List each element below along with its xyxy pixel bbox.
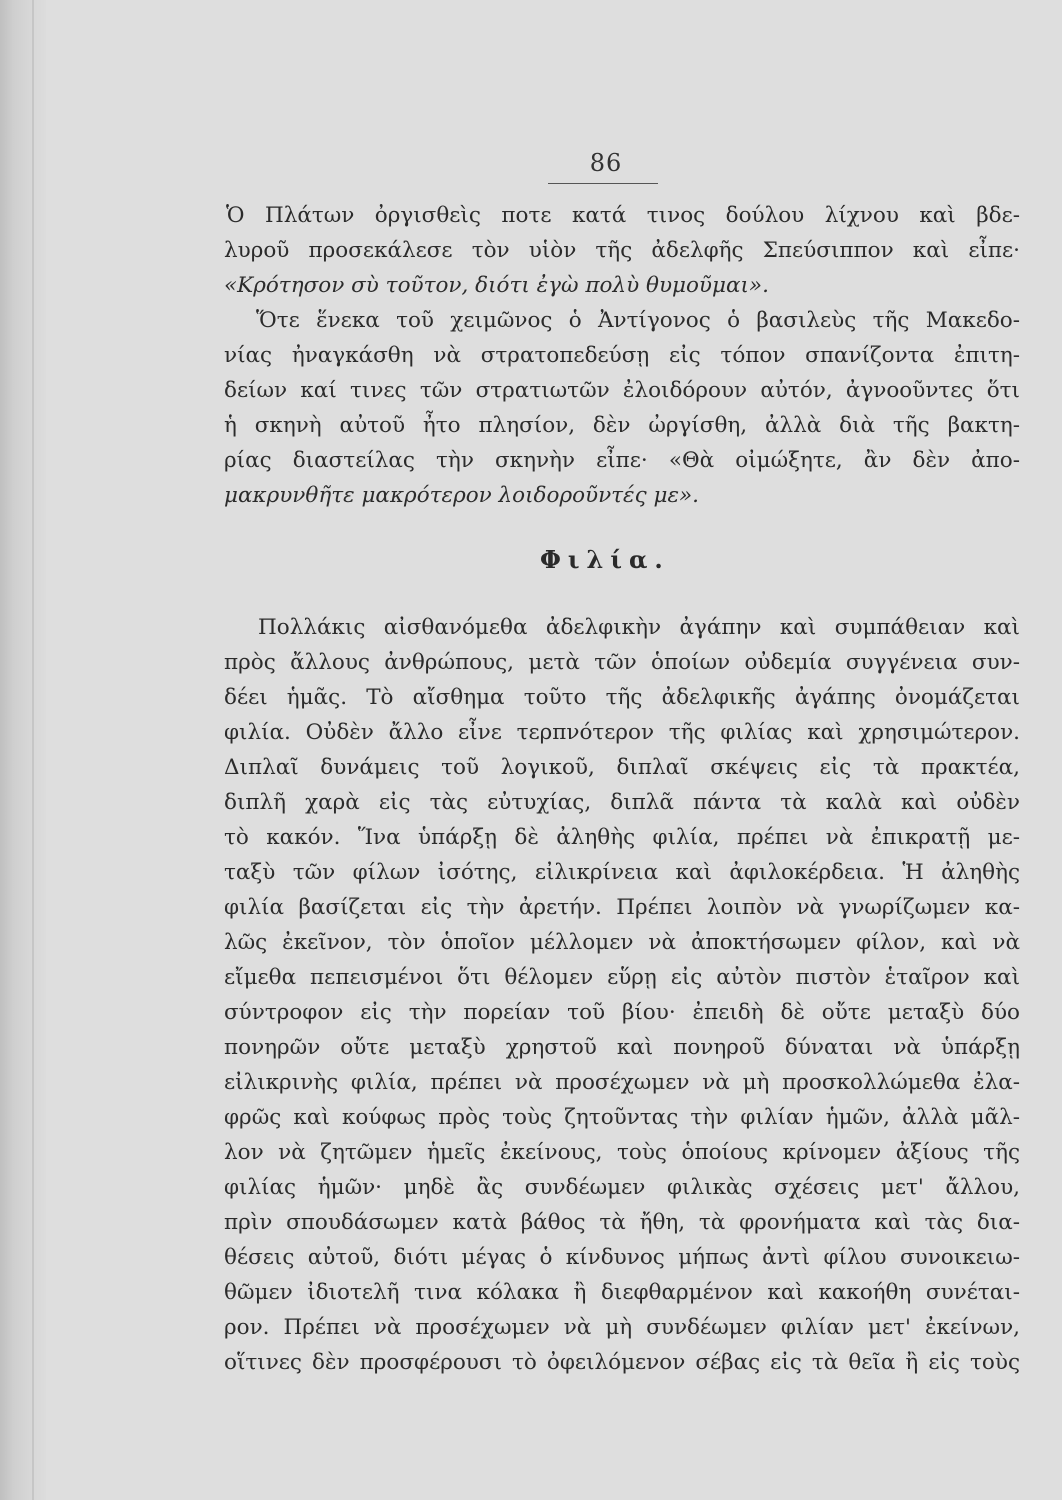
paragraph3-line: φρῶς καὶ κούφως πρὸς τοὺς ζητοῦντας τὴν φιλίαν ἡμῶν, ἀλλὰ μᾶλ- xyxy=(224,1105,1020,1130)
paragraph1-line: λυροῦ προσεκάλεσε τὸν υἱὸν τῆς ἀδελφῆς Σπεύσιππον καὶ εἶπε· xyxy=(224,238,1020,263)
paragraph2-line: ἡ σκηνὴ αὐτοῦ ἦτο πλησίον, δὲν ὠργίσθη, ἀλλὰ διὰ τῆς βακτη- xyxy=(224,413,1020,438)
main-text-block xyxy=(224,610,1020,1380)
paragraph3-line: οἵτινες δὲν προσφέρουσι τὸ ὀφειλόμενον σέβας εἰς τὰ θεῖα ἢ εἰς τοὺς xyxy=(224,1350,1020,1375)
paragraph3-line: πρὶν σπουδάσωμεν κατὰ βάθος τὰ ἤθη, τὰ φρονήματα καὶ τὰς δια- xyxy=(224,1210,1020,1235)
paragraph2-line: νίας ἠναγκάσθη νὰ στρατοπεδεύσῃ εἰς τόπον σπανίζοντα ἐπιτη- xyxy=(224,343,1020,368)
paragraph3-line: εἰλικρινὴς φιλία, πρέπει νὰ προσέχωμεν νὰ μὴ προσκολλώμεθα ἐλα- xyxy=(224,1070,1020,1095)
page-number-rule xyxy=(548,183,658,184)
paragraph2-line: μακρυνθῆτε μακρότερον λοιδοροῦντές με». xyxy=(224,483,699,508)
paragraph3-line: ρον. Πρέπει νὰ προσέχωμεν νὰ μὴ συνδέωμεν φιλίαν μετ' ἐκείνων, xyxy=(224,1315,1020,1340)
paragraph3-line: εἴμεθα πεπεισμένοι ὅτι θέλομεν εὕρῃ εἰς αὐτὸν πιστὸν ἑταῖρον καὶ xyxy=(224,965,1020,990)
paragraph3-line: θῶμεν ἰδιοτελῆ τινα κόλακα ἢ διεφθαρμένον καὶ κακοήθη συνέται- xyxy=(224,1280,1020,1305)
page-number: 86 xyxy=(589,149,623,177)
section-heading: Φιλία. xyxy=(540,545,670,574)
paragraph3-line: λῶς ἐκεῖνον, τὸν ὁποῖον μέλλομεν νὰ ἀποκτήσωμεν φίλον, καὶ νὰ xyxy=(224,930,1020,955)
paragraph3-line: φιλίας ἡμῶν· μηδὲ ἂς συνδέωμεν φιλικὰς σχέσεις μετ' ἄλλου, xyxy=(224,1175,1020,1200)
paragraph1-line: «Κρότησον σὺ τοῦτον, διότι ἐγὼ πολὺ θυμοῦμαι». xyxy=(224,273,769,298)
page-edge-line xyxy=(32,0,34,1500)
paragraph2-line: Ὅτε ἕνεκα τοῦ χειμῶνος ὁ Ἀντίγονος ὁ βασιλεὺς τῆς Μακεδο- xyxy=(256,308,1020,333)
paragraph3-line: Πολλάκις αἰσθανόμεθα ἀδελφικὴν ἀγάπην καὶ συμπάθειαν καὶ xyxy=(258,615,1020,640)
paragraph3-line: δέει ἡμᾶς. Τὸ αἴσθημα τοῦτο τῆς ἀδελφικῆς ἀγάπης ὀνομάζεται xyxy=(224,685,1020,710)
book-spine-shadow xyxy=(0,0,46,1500)
paragraph3-line: διπλῆ χαρὰ εἰς τὰς εὐτυχίας, διπλᾶ πάντα τὰ καλὰ καὶ οὐδὲν xyxy=(224,790,1020,815)
paragraph3-line: Διπλαῖ δυνάμεις τοῦ λογικοῦ, διπλαῖ σκέψεις εἰς τὰ πρακτέα, xyxy=(224,755,1020,780)
paragraph3-line: πρὸς ἄλλους ἀνθρώπους, μετὰ τῶν ὁποίων οὐδεμία συγγένεια συν- xyxy=(224,650,1020,675)
paragraph3-line: πονηρῶν οὔτε μεταξὺ χρηστοῦ καὶ πονηροῦ δύναται νὰ ὑπάρξῃ xyxy=(224,1035,1020,1060)
paragraph1-line: Ὁ Πλάτων ὀργισθεὶς ποτε κατά τινος δούλου λίχνου καὶ βδε- xyxy=(226,203,1020,228)
paragraph3-line: τὸ κακόν. Ἵνα ὑπάρξῃ δὲ ἀληθὴς φιλία, πρέπει νὰ ἐπικρατῇ με- xyxy=(224,825,1020,850)
top-text-block xyxy=(224,198,1020,513)
paragraph2-line: ρίας διαστείλας τὴν σκηνὴν εἶπε· «Θὰ οἰμώξητε, ἂν δὲν ἀπο- xyxy=(224,448,1020,473)
paragraph3-line: σύντροφον εἰς τὴν πορείαν τοῦ βίου· ἐπειδὴ δὲ οὔτε μεταξὺ δύο xyxy=(224,1000,1020,1025)
paragraph3-line: ταξὺ τῶν φίλων ἰσότης, εἰλικρίνεια καὶ ἀφιλοκέρδεια. Ἡ ἀληθὴς xyxy=(224,860,1020,885)
paragraph3-line: φιλία. Οὐδὲν ἄλλο εἶνε τερπνότερον τῆς φιλίας καὶ χρησιμώτερον. xyxy=(224,720,1020,745)
paragraph3-line: θέσεις αὐτοῦ, διότι μέγας ὁ κίνδυνος μήπως ἀντὶ φίλου συνοικειω- xyxy=(224,1245,1020,1270)
paragraph3-line: φιλία βασίζεται εἰς τὴν ἀρετήν. Πρέπει λοιπὸν νὰ γνωρίζωμεν κα- xyxy=(224,895,1020,920)
paragraph2-line: δείων καί τινες τῶν στρατιωτῶν ἐλοιδόρουν αὐτόν, ἀγνοοῦντες ὅτι xyxy=(224,378,1020,403)
paragraph3-line: λον νὰ ζητῶμεν ἡμεῖς ἐκείνους, τοὺς ὁποίους κρίνομεν ἀξίους τῆς xyxy=(224,1140,1020,1165)
